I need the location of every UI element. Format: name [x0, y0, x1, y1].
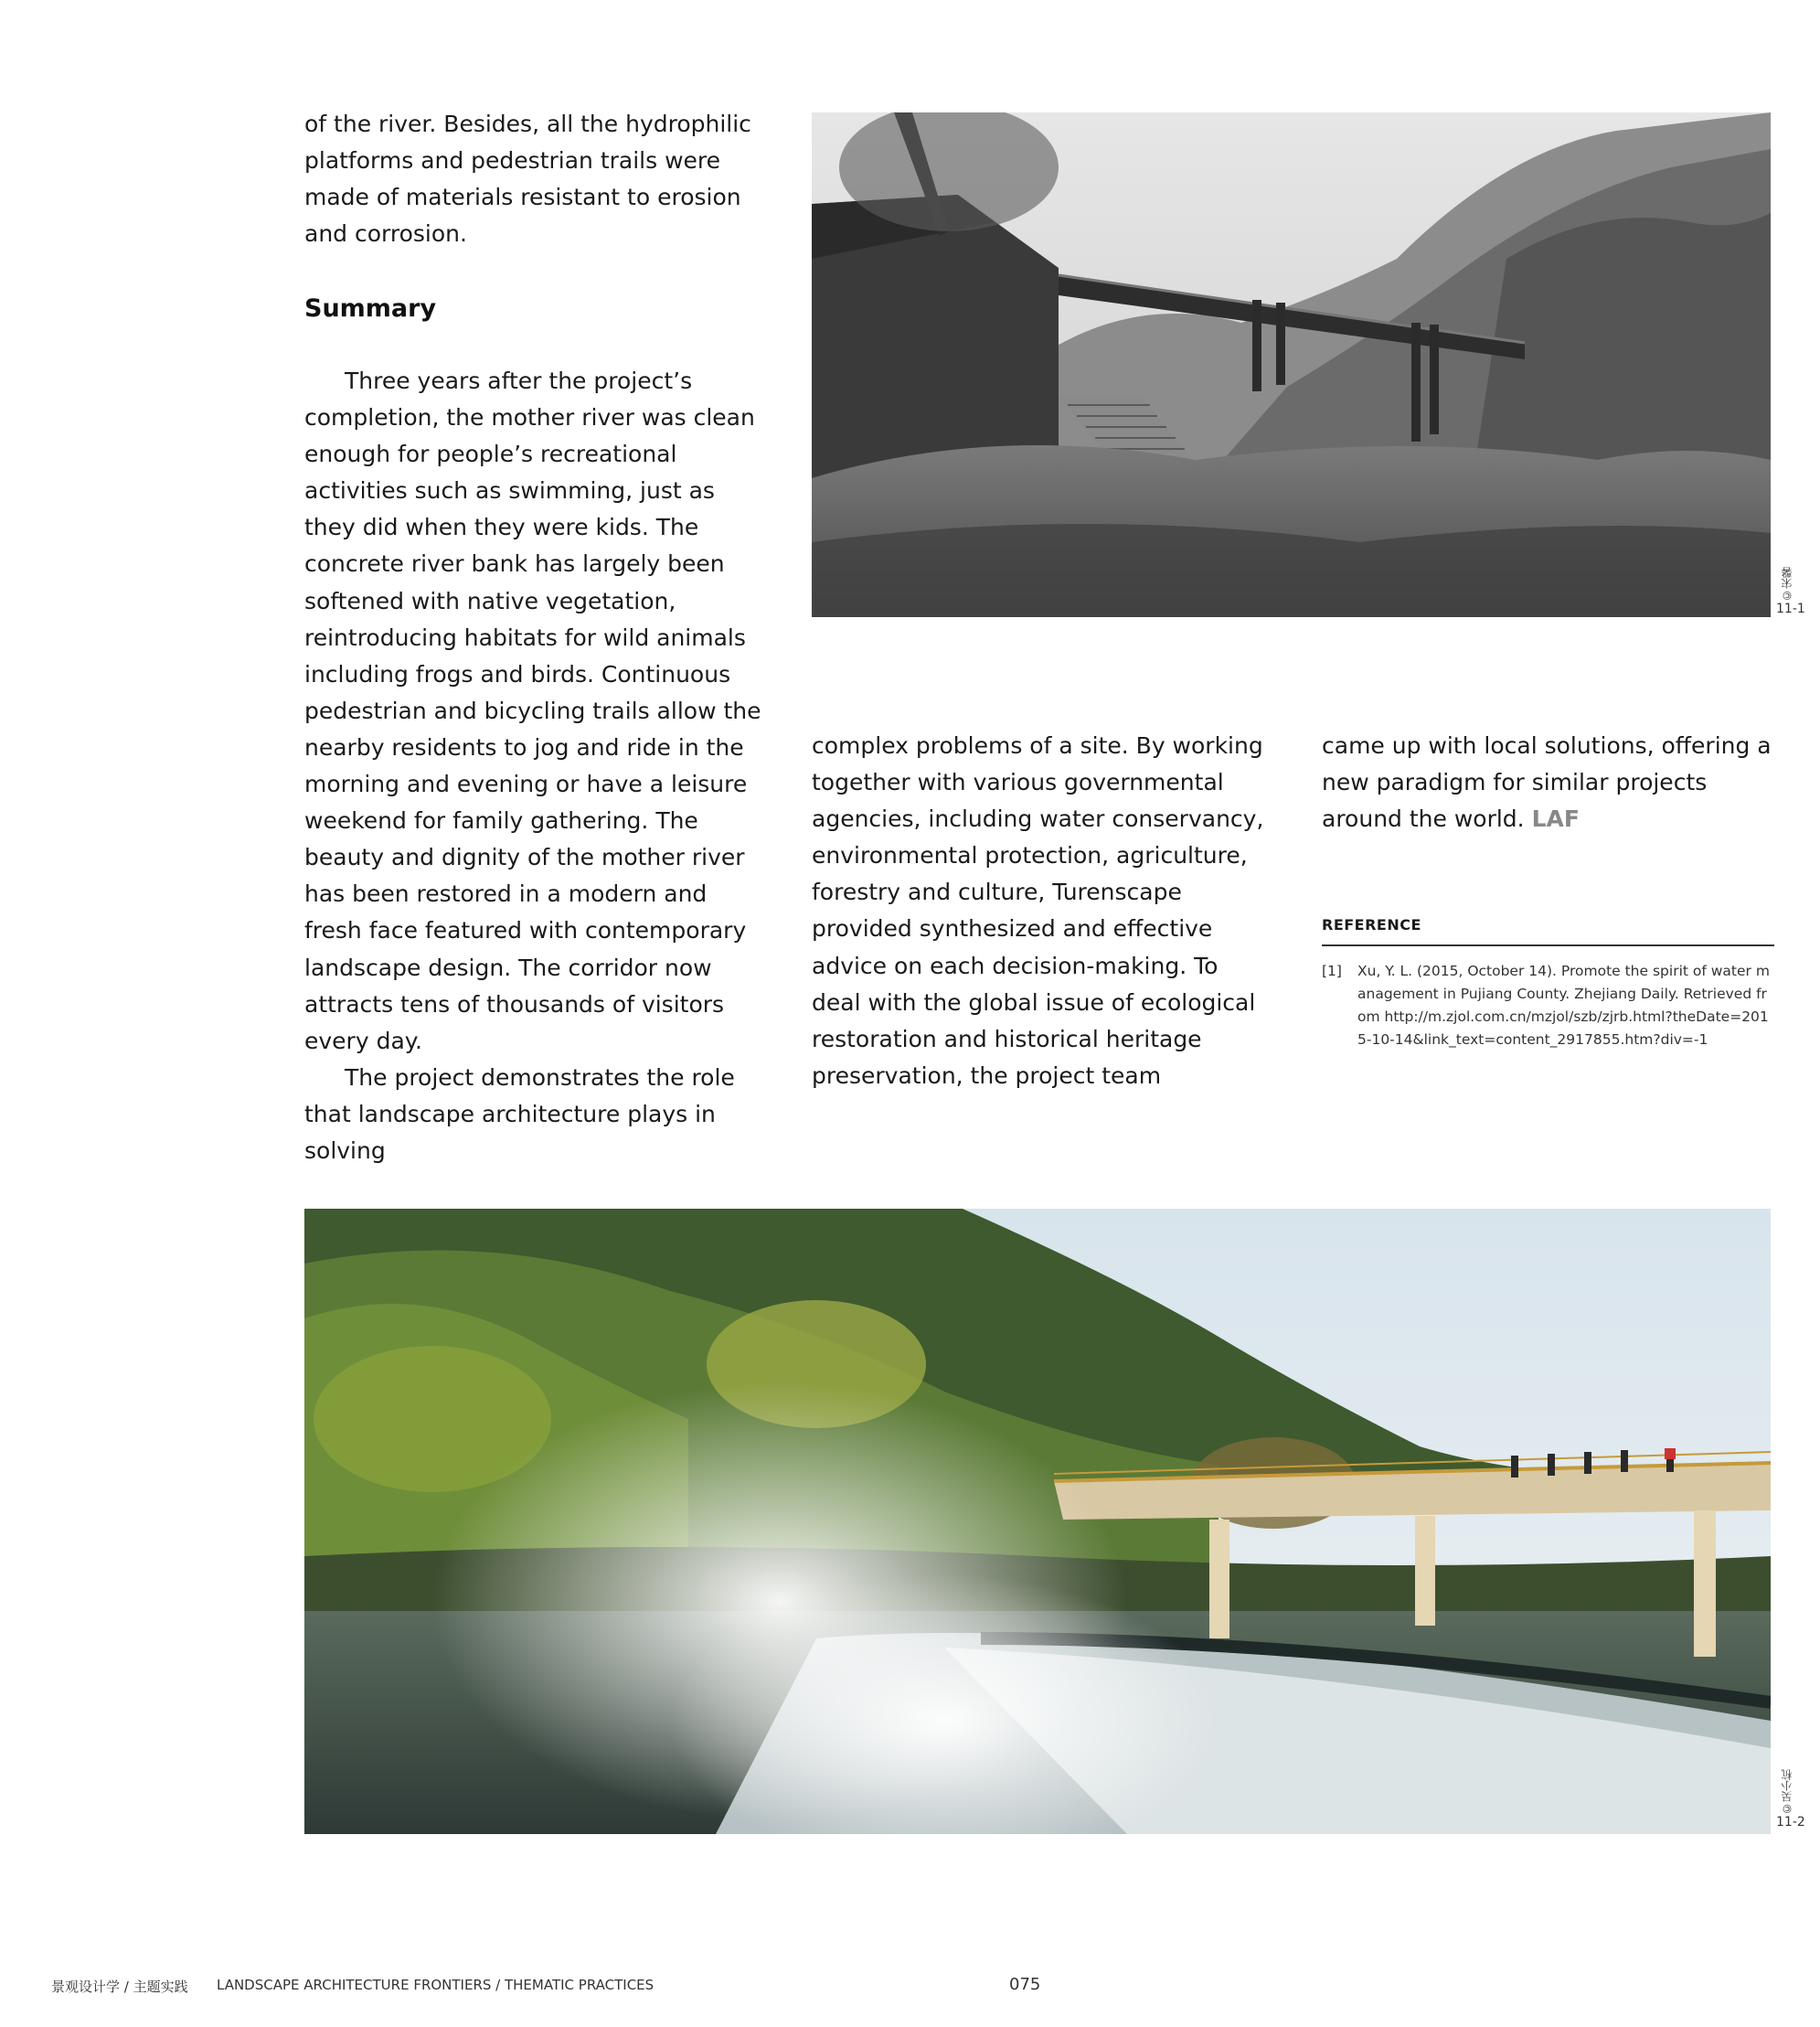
figure-11-1-credit: ©宋馨: [1781, 567, 1793, 602]
page-number: 075: [1009, 1975, 1041, 1994]
footer-chinese-title: 景观设计学 / 主题实践: [51, 1979, 188, 1995]
footbridge-weir-image: [304, 1209, 1771, 1834]
column3-paragraph: [1322, 728, 1779, 837]
figure-11-2-caption: [1776, 1769, 1805, 1830]
intro-text: of the river. Besides, all the hydrophilic platforms and pedestrian trails were made of materials resistant to erosion and corrosion.: [304, 111, 751, 248]
summary-paragraph-1: Three years after the project’s completion, the mother river was clean enough for people’s recreational activities such as swimming, just as they did when they were kids. The concrete river bank has largely been softened with native vegetation, reintroducing habitats for wild animals including frogs and birds. Continuous pedestrian and bicycling trails allow the nearby residents to jog and ride in the morning and evening or have a leisure weekend for family gathering. The beauty and dignity of the mother river has been restored in a modern and fresh face featured with contemporary landscape design. The corridor now attracts tens of thousands of visitors every day.: [304, 368, 761, 1054]
intro-paragraph: [304, 106, 761, 252]
column3-body: came up with local solutions, offering a new paradigm for similar projects around the world.: [1322, 732, 1772, 833]
figure-11-2-credit: ©吴小杭: [1781, 1769, 1793, 1815]
photo-pipeline-aqueduct: [812, 112, 1771, 617]
figure-11-2-label: 11-2: [1776, 1815, 1805, 1830]
figure-11-1-label: 11-1: [1776, 602, 1805, 616]
column3-text: [1322, 728, 1779, 837]
footer-english-title: LANDSCAPE ARCHITECTURE FRONTIERS / THEMATIC PRACTICES: [217, 1977, 655, 1993]
laf-mark: LAF: [1531, 805, 1580, 833]
reference-item: [1322, 960, 1774, 1051]
reference-title: REFERENCE: [1322, 916, 1774, 946]
reference-text: Xu, Y. L. (2015, October 14). Promote the spirit of water management in Pujiang County. Zhejiang Daily. Retrieved from http://m.zjol.com.cn/mzjol/szb/zjrb.html?theDate=2015-10-14&link_text=content_2917855.htm?div=-1: [1357, 963, 1770, 1048]
summary-paragraph-2: The project demonstrates the role that landscape architecture plays in solving: [304, 1063, 735, 1164]
column2-text: [812, 728, 1269, 1094]
pipeline-aqueduct-image: [812, 112, 1771, 617]
photo-footbridge-weir: [304, 1209, 1771, 1834]
column2-paragraph: complex problems of a site. By working together with various governmental agencies, including water conservancy, environmental protection, agriculture, forestry and culture, Turenscape provided synthesized and effective advice on each decision-making. To deal with the global issue of ecological restoration and historical heritage preservation, the project team: [812, 732, 1264, 1089]
reference-number: [1]: [1322, 963, 1342, 979]
summary-heading: Summary: [304, 294, 437, 323]
summary-text: [304, 363, 763, 1169]
figure-11-1-caption: [1776, 567, 1805, 616]
